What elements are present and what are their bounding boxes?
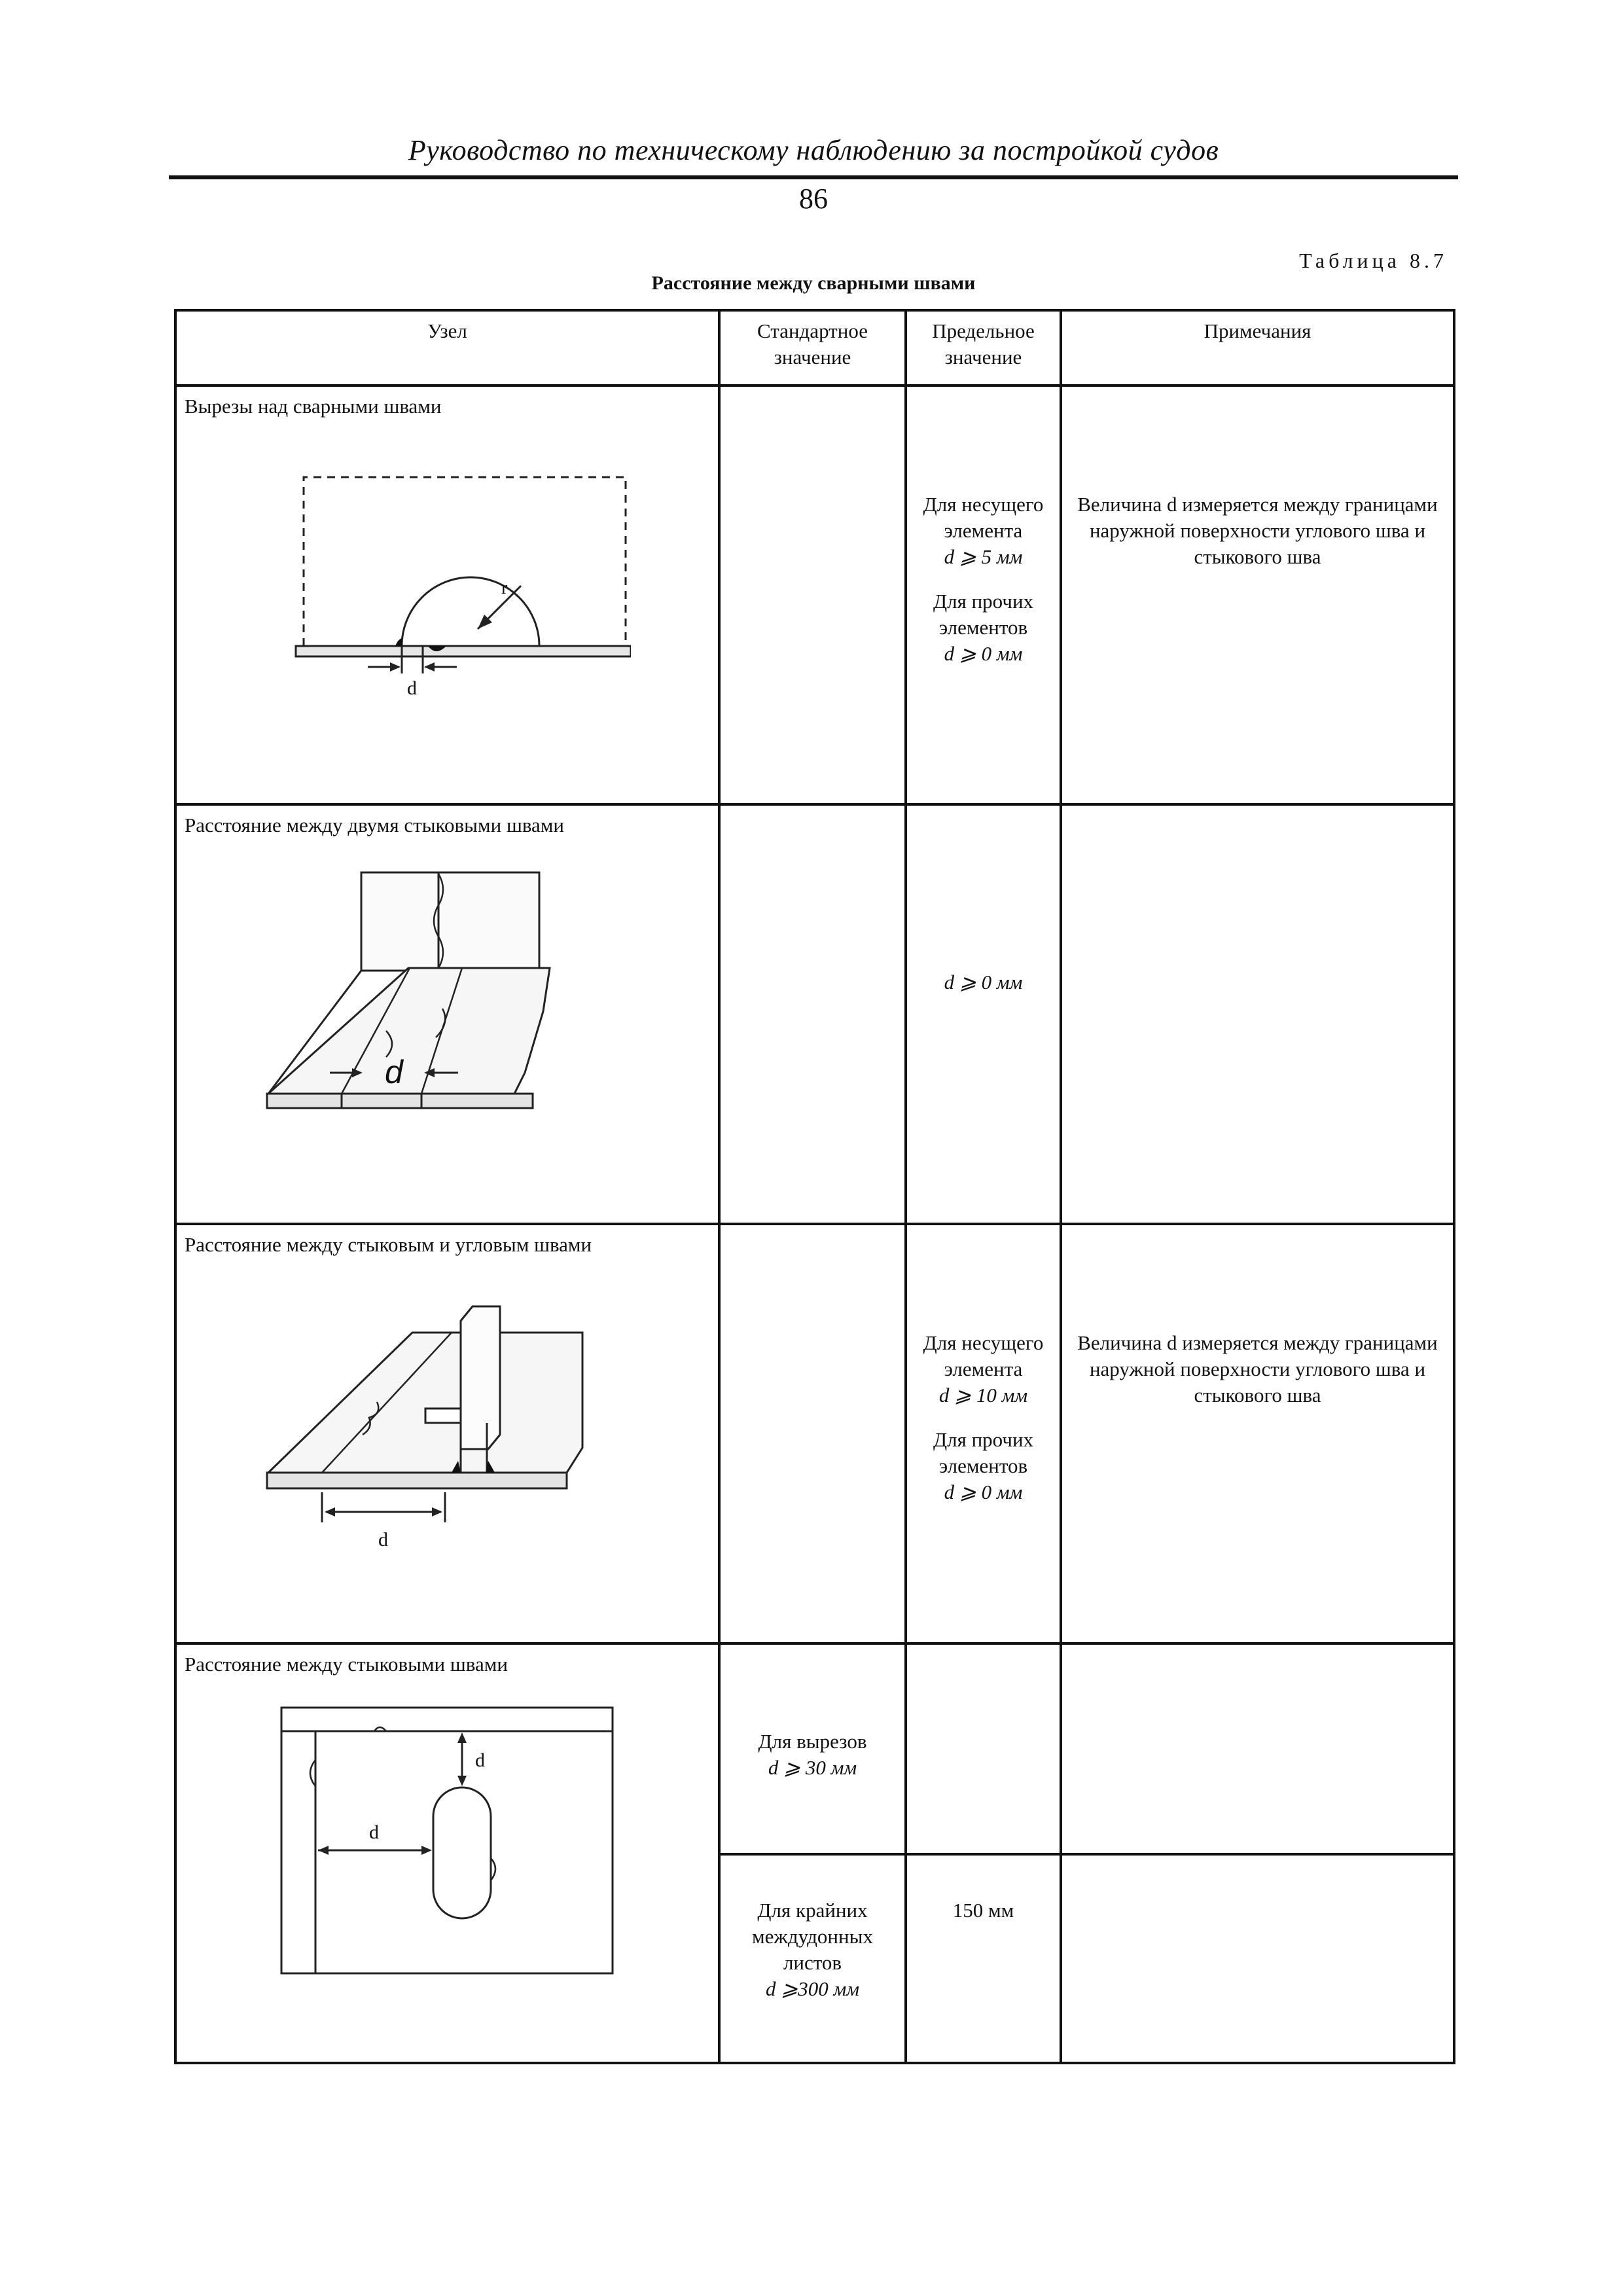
- note-text: Величина d измеряется между границами наружной поверхности углового шва и стыкового шва: [1077, 1331, 1438, 1407]
- limit-value: d ⩾ 5 мм: [944, 545, 1023, 568]
- node-title: Расстояние между стыковым и угловым швами: [185, 1233, 592, 1257]
- limit-value-cell: [906, 804, 1061, 1224]
- notes-cell: [1061, 1643, 1454, 1854]
- limit-label: Для несущего элемента: [923, 492, 1044, 542]
- standard-value: d ⩾ 30 мм: [768, 1756, 857, 1780]
- limit-value-cell: [906, 1643, 1061, 1854]
- limit-label: Для прочих элементов: [933, 1428, 1034, 1478]
- limit-value: d ⩾ 0 мм: [944, 971, 1023, 994]
- standard-value-cell: [719, 1224, 906, 1643]
- distance-label-horizontal: d: [368, 1821, 379, 1844]
- standard-label: Для вырезов: [758, 1730, 867, 1753]
- distance-label: d: [406, 677, 417, 699]
- notes-cell: [1061, 386, 1454, 805]
- limit-label: Для несущего элемента: [923, 1331, 1044, 1381]
- col-header-node: Узел: [175, 310, 719, 386]
- distance-label-vertical: d: [474, 1749, 485, 1772]
- col-header-notes: Примечания: [1061, 310, 1454, 386]
- table-row: [175, 804, 1454, 1224]
- distance-label: d: [384, 1054, 403, 1091]
- node-title: Расстояние между двумя стыковыми швами: [185, 814, 565, 837]
- table-title: Расстояние между сварными швами: [651, 272, 976, 294]
- standard-label: Для крайних междудонных листов: [752, 1898, 873, 1974]
- limit-label: Для прочих элементов: [933, 589, 1034, 639]
- note-text: Величина d измеряется между границами наружной поверхности углового шва и стыкового шва: [1077, 492, 1438, 568]
- node-cell: [175, 1643, 719, 2063]
- table-header-row: [175, 310, 1454, 386]
- limit-value: d ⩾ 10 мм: [938, 1384, 1028, 1407]
- node-cell: [175, 386, 719, 805]
- limit-value-cell: [906, 1224, 1061, 1643]
- standard-value-cell: [719, 1643, 906, 1854]
- limit-value: 150 мм: [952, 1898, 1014, 1922]
- col-header-limit: Предельное значение: [906, 310, 1061, 386]
- standard-value: d ⩾300 мм: [765, 1977, 860, 2000]
- node-title: Вырезы над сварными швами: [185, 394, 442, 418]
- limit-value-cell: [906, 1854, 1061, 2063]
- node-title: Расстояние между стыковыми швами: [185, 1653, 508, 1676]
- standard-value-cell: [719, 804, 906, 1224]
- standard-value-cell: [719, 1854, 906, 2063]
- notes-cell: [1061, 1854, 1454, 2063]
- limit-value: d ⩾ 0 мм: [944, 641, 1023, 665]
- cutout-diagram: [264, 451, 631, 726]
- page-number: 86: [799, 183, 828, 215]
- table-row: [175, 1224, 1454, 1643]
- notes-cell: [1061, 804, 1454, 1224]
- notes-cell: [1061, 1224, 1454, 1643]
- butt-welds-cutout-diagram: [277, 1704, 618, 1979]
- two-butt-welds-diagram: [264, 861, 631, 1109]
- table-row: [175, 386, 1454, 805]
- table-row: [175, 1643, 1454, 1854]
- butt-and-fillet-diagram: [264, 1284, 631, 1559]
- standard-value-cell: [719, 386, 906, 805]
- limit-value: d ⩾ 0 мм: [944, 1480, 1023, 1504]
- limit-value-cell: [906, 386, 1061, 805]
- weld-distance-table: [174, 309, 1455, 2064]
- node-cell: [175, 1224, 719, 1643]
- node-cell: [175, 804, 719, 1224]
- radius-label: r: [501, 577, 507, 598]
- header-rule: [169, 175, 1458, 179]
- table-number: Таблица 8.7: [1299, 249, 1448, 272]
- col-header-standard: Стандартное значение: [719, 310, 906, 386]
- distance-label: d: [378, 1529, 388, 1551]
- running-title: Руководство по техническому наблюдению за постройкой судов: [408, 134, 1219, 166]
